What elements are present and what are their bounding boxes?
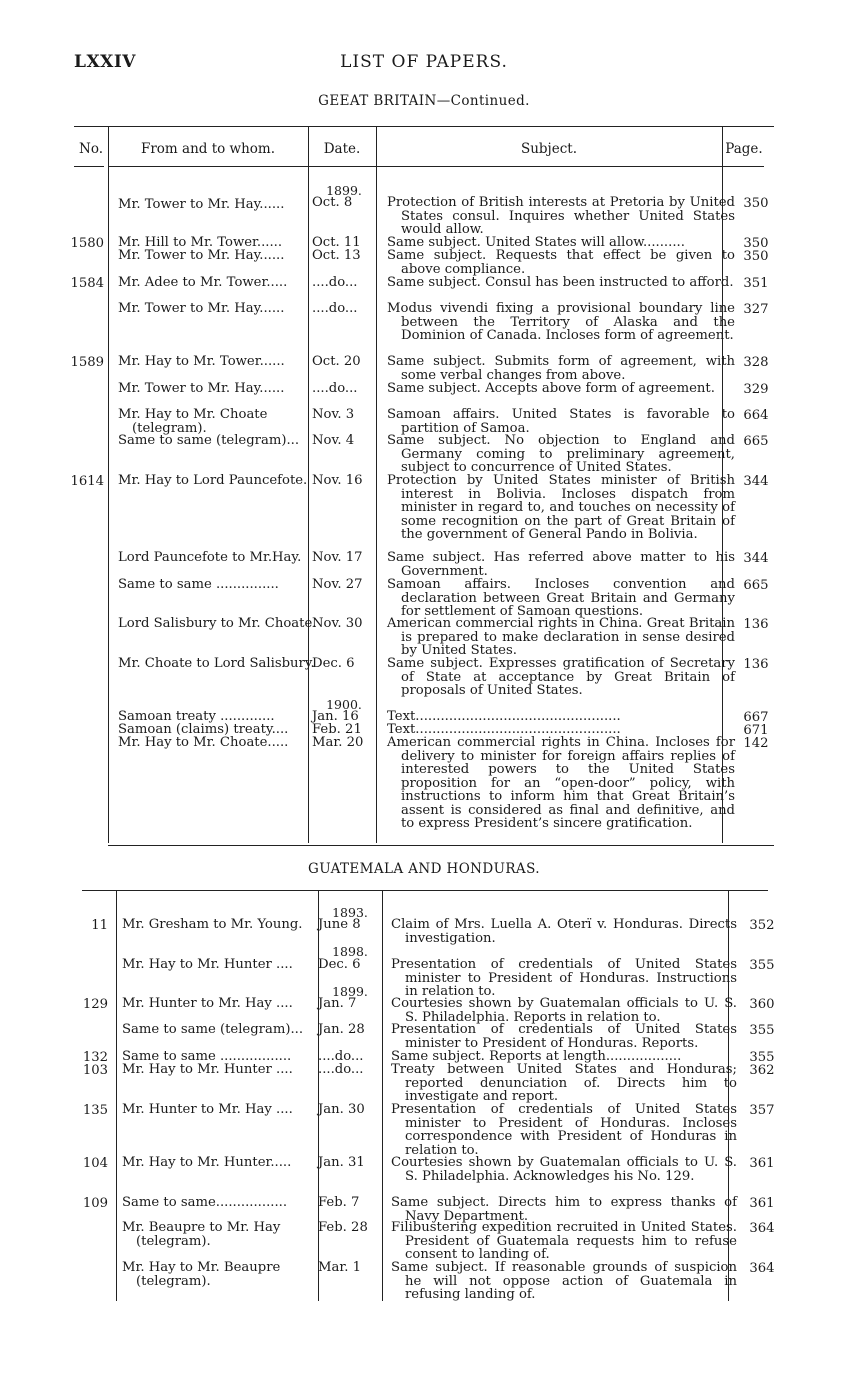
row-from: Same to same ................. bbox=[122, 1049, 292, 1064]
row-from: Mr. Hay to Mr. Beaupre (telegram). bbox=[122, 1260, 281, 1289]
row-number: 1614 bbox=[70, 474, 104, 489]
row-date: ....do... bbox=[312, 301, 358, 316]
row-date: June 8 bbox=[318, 917, 361, 932]
row-date: Jan. 28 bbox=[318, 1022, 365, 1037]
row-from: Mr. Gresham to Mr. Young. bbox=[122, 917, 303, 932]
row-subject: Samoan affairs. Incloses convention and declaration between Great Britain and Germany for settlement of Samoan questions. bbox=[387, 577, 735, 619]
table-top-rule bbox=[82, 890, 768, 891]
row-date: Oct. 11 bbox=[312, 235, 361, 250]
row-page: 355 bbox=[749, 1050, 775, 1065]
table-bottom-rule bbox=[108, 845, 774, 846]
row-page: 667 bbox=[743, 710, 769, 725]
row-number: 132 bbox=[82, 1050, 108, 1065]
row-date: Jan. 31 bbox=[318, 1155, 365, 1170]
row-from: Mr. Hay to Mr. Choate (telegram). bbox=[118, 407, 268, 436]
row-subject: Text................................................. bbox=[387, 722, 621, 737]
row-subject: Protection of British interests at Pretoria by United States consul. Inquires whether United States would allow. bbox=[387, 195, 735, 237]
row-date: Feb. 21 bbox=[312, 722, 362, 737]
row-page: 357 bbox=[749, 1103, 775, 1118]
row-page: 136 bbox=[743, 657, 769, 672]
row-date: Oct. 8 bbox=[312, 195, 353, 210]
row-page: 350 bbox=[743, 249, 769, 264]
row-subject: Treaty between United States and Honduras; reported denunciation of. Directs him to investigate and report. bbox=[391, 1062, 737, 1104]
row-subject: Courtesies shown by Guatemalan officials to U. S. S. Philadelphia. Reports in relation to. bbox=[391, 996, 737, 1025]
row-number: 1589 bbox=[70, 355, 104, 370]
row-subject: Presentation of credentials of United States minister to President of Honduras. Reports. bbox=[391, 1022, 737, 1051]
row-number: 103 bbox=[82, 1063, 108, 1078]
header-from: From and to whom. bbox=[140, 141, 276, 157]
year-marker: 1898. bbox=[332, 944, 368, 959]
row-number: 135 bbox=[82, 1103, 108, 1118]
row-page: 361 bbox=[749, 1196, 775, 1211]
row-number: 11 bbox=[91, 918, 108, 933]
row-subject: Same subject. Directs him to express thanks of Navy Department. bbox=[391, 1195, 737, 1224]
row-from: Lord Salisbury to Mr. Choate. bbox=[118, 616, 317, 631]
row-from: Same to same ............... bbox=[118, 577, 279, 592]
row-subject: Same subject. If reasonable grounds of suspicion he will not oppose action of Guatemala in refusing landing of. bbox=[391, 1260, 737, 1302]
header-no: No. bbox=[79, 141, 103, 157]
row-from: Samoan treaty ............. bbox=[118, 709, 275, 724]
row-from: Mr. Beaupre to Mr. Hay (telegram). bbox=[122, 1220, 281, 1249]
row-from: Mr. Hill to Mr. Tower...... bbox=[118, 235, 283, 250]
row-page: 664 bbox=[743, 408, 769, 423]
row-from: Mr. Hunter to Mr. Hay .... bbox=[122, 1102, 293, 1117]
year-marker: 1900. bbox=[326, 697, 362, 712]
row-from: Mr. Tower to Mr. Hay...... bbox=[118, 197, 285, 212]
row-page: 142 bbox=[743, 736, 769, 751]
row-date: Nov. 17 bbox=[312, 550, 363, 565]
table-top-rule bbox=[74, 126, 774, 127]
row-page: 355 bbox=[749, 1023, 775, 1038]
row-number: 1580 bbox=[70, 236, 104, 251]
row-page: 329 bbox=[743, 382, 769, 397]
row-from: Lord Pauncefote to Mr.Hay. bbox=[118, 550, 302, 565]
row-date: Mar. 1 bbox=[318, 1260, 361, 1275]
row-subject: Same subject. Reports at length.................. bbox=[391, 1049, 682, 1064]
row-date: Feb. 28 bbox=[318, 1220, 368, 1235]
row-from: Mr. Hay to Mr. Hunter..... bbox=[122, 1155, 292, 1170]
row-from: Mr. Hay to Mr. Choate..... bbox=[118, 735, 289, 750]
row-page: 328 bbox=[743, 355, 769, 370]
row-from: Mr. Tower to Mr. Hay...... bbox=[118, 301, 285, 316]
row-page: 352 bbox=[749, 918, 775, 933]
row-date: Jan. 30 bbox=[318, 1102, 365, 1117]
header-page: Page. bbox=[725, 141, 763, 157]
row-page: 351 bbox=[743, 276, 769, 291]
header-rule bbox=[74, 166, 104, 167]
row-date: Feb. 7 bbox=[318, 1195, 360, 1210]
row-from: Mr. Tower to Mr. Hay...... bbox=[118, 381, 285, 396]
row-date: Oct. 13 bbox=[312, 248, 361, 263]
header-rule bbox=[108, 166, 764, 167]
row-date: Jan. 16 bbox=[312, 709, 359, 724]
row-subject: Same subject. Expresses gratification of Secretary of State at acceptance by Great Britain of proposals of United States. bbox=[387, 656, 735, 698]
row-date: ....do... bbox=[318, 1062, 364, 1077]
row-page: 665 bbox=[743, 578, 769, 593]
row-from: Mr. Hay to Lord Pauncefote. bbox=[118, 473, 308, 488]
row-date: Jan. 7 bbox=[318, 996, 357, 1011]
row-subject: Same subject. Accepts above form of agreement. bbox=[387, 381, 715, 396]
row-from: Same to same (telegram)... bbox=[122, 1022, 304, 1037]
header-date: Date. bbox=[323, 141, 361, 157]
row-number: 109 bbox=[82, 1196, 108, 1211]
row-date: ....do... bbox=[312, 275, 358, 290]
row-from: Samoan (claims) treaty.... bbox=[118, 722, 289, 737]
row-date: Nov. 27 bbox=[312, 577, 363, 592]
row-subject: Samoan affairs. United States is favorable to partition of Samoa. bbox=[387, 407, 735, 436]
row-date: Dec. 6 bbox=[318, 957, 361, 972]
row-from: Mr. Choate to Lord Salisbury. bbox=[118, 656, 315, 671]
section-title-guatemala-honduras: GUATEMALA AND HONDURAS. bbox=[308, 861, 540, 877]
row-page: 671 bbox=[743, 723, 769, 738]
row-page: 350 bbox=[743, 196, 769, 211]
row-subject: Same subject. Submits form of agreement, with some verbal changes from above. bbox=[387, 354, 735, 383]
row-subject: Presentation of credentials of United States minister to President of Honduras. Incloses correspondence with President of Honduras in relation to. bbox=[391, 1102, 737, 1158]
row-date: ....do... bbox=[312, 381, 358, 396]
row-subject: Protection by United States minister of British interest in Bolivia. Incloses dispatch from minister in regard to, and touches on necessity of some recognition on the part of Great Britain of the government of General Pando in Bolivia. bbox=[387, 473, 735, 542]
row-from: Mr. Tower to Mr. Hay...... bbox=[118, 248, 285, 263]
row-subject: Same subject. Requests that effect be given to above compliance. bbox=[387, 248, 735, 277]
row-date: Nov. 4 bbox=[312, 433, 355, 448]
row-number: 104 bbox=[82, 1156, 108, 1171]
row-subject: Filibustering expedition recruited in United States. President of Guatemala requests him to refuse consent to landing of. bbox=[391, 1220, 737, 1262]
row-subject: American commercial rights in China. Great Britain is prepared to make declaration in sense desired by United States. bbox=[387, 616, 735, 658]
row-from: Same to same (telegram)... bbox=[118, 433, 300, 448]
row-subject: Same subject. Has referred above matter to his Government. bbox=[387, 550, 735, 579]
row-date: Dec. 6 bbox=[312, 656, 355, 671]
column-divider bbox=[376, 127, 377, 843]
row-from: Mr. Adee to Mr. Tower..... bbox=[118, 275, 288, 290]
row-subject: Same subject. United States will allow.......... bbox=[387, 235, 685, 250]
page-title: LIST OF PAPERS. bbox=[340, 52, 508, 72]
row-page: 361 bbox=[749, 1156, 775, 1171]
row-subject: Same subject. No objection to England and Germany coming to preliminary agreement, subject to concurrence of United States. bbox=[387, 433, 735, 475]
row-page: 344 bbox=[743, 551, 769, 566]
column-divider bbox=[382, 891, 383, 1301]
row-page: 362 bbox=[749, 1063, 775, 1078]
row-date: ....do... bbox=[318, 1049, 364, 1064]
row-subject: Same subject. Consul has been instructed to afford. bbox=[387, 275, 734, 290]
year-marker: 1899. bbox=[332, 984, 368, 999]
row-page: 344 bbox=[743, 474, 769, 489]
row-subject: Modus vivendi fixing a provisional boundary line between the Territory of Alaska and the Dominion of Canada. Incloses form of agreement. bbox=[387, 301, 735, 343]
row-from: Mr. Hunter to Mr. Hay .... bbox=[122, 996, 293, 1011]
row-subject: Text................................................. bbox=[387, 709, 621, 724]
column-divider bbox=[116, 891, 117, 1301]
row-number: 1584 bbox=[70, 276, 104, 291]
row-page: 665 bbox=[743, 434, 769, 449]
row-subject: Presentation of credentials of United States minister to President of Honduras. Instructions in relation to. bbox=[391, 957, 737, 999]
row-date: Oct. 20 bbox=[312, 354, 361, 369]
page-number: LXXIV bbox=[74, 52, 136, 72]
row-date: Nov. 3 bbox=[312, 407, 355, 422]
column-divider bbox=[108, 127, 109, 843]
row-page: 364 bbox=[749, 1261, 775, 1276]
row-from: Same to same................. bbox=[122, 1195, 288, 1210]
row-from: Mr. Hay to Mr. Hunter .... bbox=[122, 957, 293, 972]
row-page: 360 bbox=[749, 997, 775, 1012]
year-marker: 1899. bbox=[326, 183, 362, 198]
header-subject: Subject. bbox=[520, 141, 578, 157]
row-number: 129 bbox=[82, 997, 108, 1012]
row-page: 136 bbox=[743, 617, 769, 632]
row-from: Mr. Hay to Mr. Hunter .... bbox=[122, 1062, 293, 1077]
row-subject: American commercial rights in China. Incloses for delivery to minister for foreign affairs replies of interested powers to the United States proposition for an “open-door” policy, with instructions to inform him that Great Britain’s assent is considered as final and definitive, and to express President’s sincere gratification. bbox=[387, 735, 735, 831]
row-date: Mar. 20 bbox=[312, 735, 364, 750]
row-subject: Claim of Mrs. Luella A. Oterï v. Honduras. Directs investigation. bbox=[391, 917, 737, 946]
row-subject: Courtesies shown by Guatemalan officials to U. S. S. Philadelphia. Acknowledges his No. 129. bbox=[391, 1155, 737, 1184]
row-date: Nov. 16 bbox=[312, 473, 363, 488]
row-date: Nov. 30 bbox=[312, 616, 363, 631]
row-from: Mr. Hay to Mr. Tower...... bbox=[118, 354, 285, 369]
page-header bbox=[0, 52, 848, 72]
row-page: 355 bbox=[749, 958, 775, 973]
year-marker: 1893. bbox=[332, 905, 368, 920]
row-page: 350 bbox=[743, 236, 769, 251]
row-page: 327 bbox=[743, 302, 769, 317]
row-page: 364 bbox=[749, 1221, 775, 1236]
section-title-great-britain: GEEAT BRITAIN—Continued. bbox=[318, 93, 530, 109]
